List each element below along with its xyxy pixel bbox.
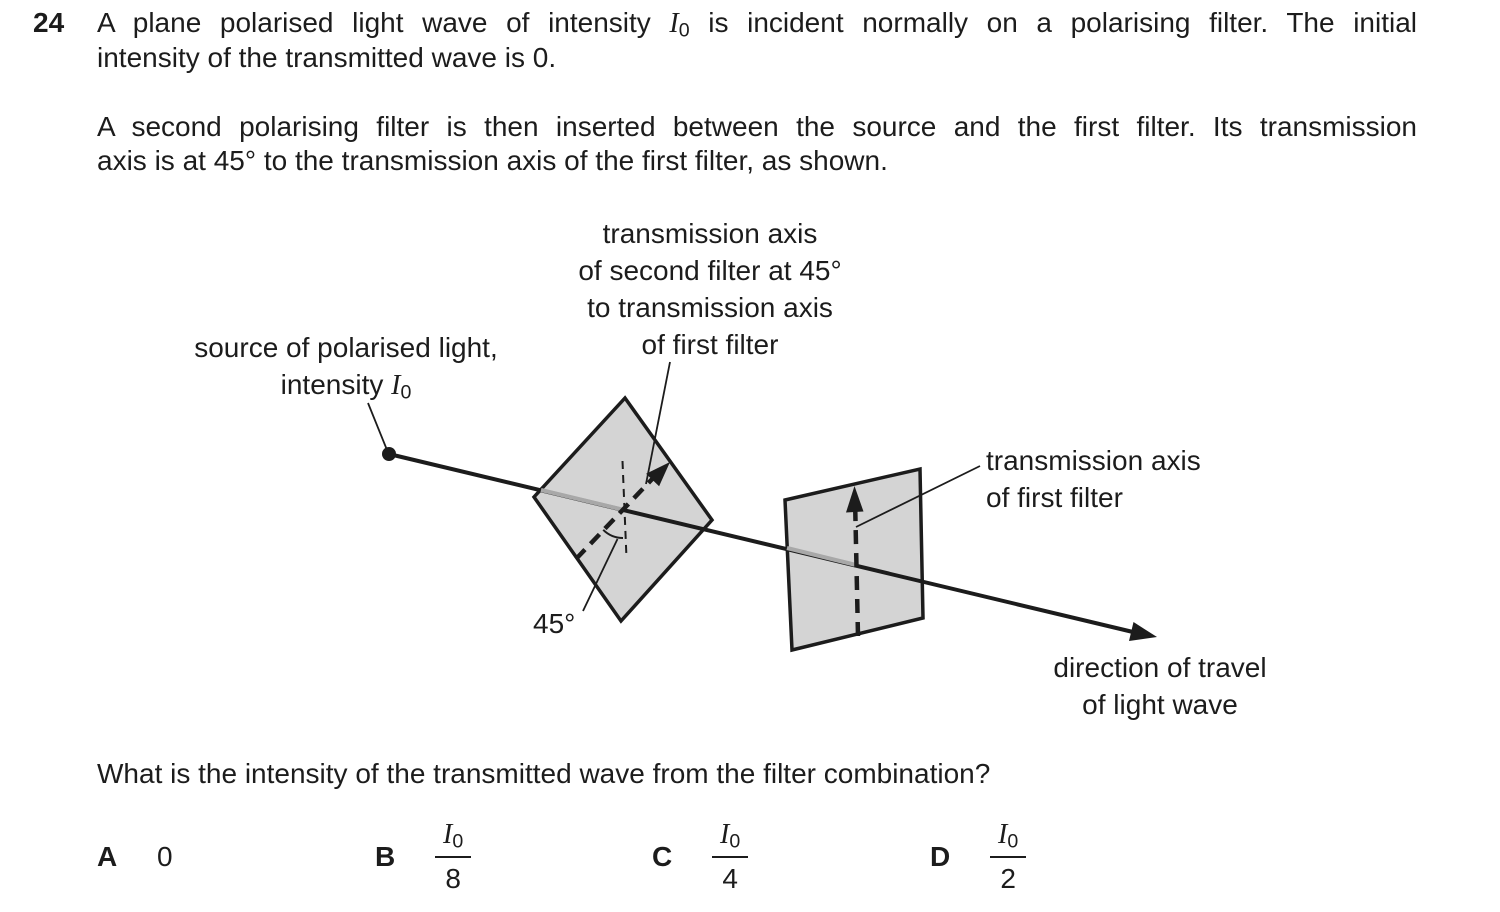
question-prompt: What is the intensity of the transmitted wave from the filter combination?	[97, 758, 991, 789]
paragraph-1-line-1	[97, 6, 1417, 41]
question-number: 24	[33, 7, 65, 38]
option-a	[97, 812, 173, 901]
math-intensity-symbol: I	[443, 819, 453, 850]
text-segment: is incident normally on a polarising filter. The initial	[689, 7, 1417, 38]
label-line: to transmission axis	[587, 292, 833, 323]
fraction-numerator	[990, 820, 1026, 858]
fraction-numerator	[712, 820, 748, 858]
label-line: of second filter at 45°	[578, 255, 842, 286]
fraction-denominator: 8	[445, 863, 461, 894]
light-ray-arrowhead	[1129, 622, 1157, 641]
label-line: transmission axis	[986, 445, 1201, 476]
math-subscript: 0	[452, 830, 464, 853]
question-paragraph-1	[97, 6, 1417, 75]
math-subscript: 0	[1007, 830, 1019, 853]
label-line: of first filter	[986, 482, 1123, 513]
fraction-numerator	[435, 820, 471, 858]
option-letter: A	[97, 840, 118, 872]
paragraph-1-line-2: intensity of the transmitted wave is 0.	[97, 42, 557, 73]
option-fraction	[712, 820, 748, 893]
label-line: of first filter	[641, 329, 779, 360]
math-subscript: 0	[400, 381, 412, 404]
second-filter-axis-label	[510, 215, 910, 363]
math-intensity-symbol: I	[669, 8, 679, 39]
option-d	[930, 812, 1026, 901]
math-intensity-symbol: I	[391, 370, 401, 401]
text-segment: intensity	[280, 369, 392, 400]
direction-of-travel-label	[1010, 649, 1310, 723]
math-intensity-symbol: I	[720, 819, 730, 850]
label-line: transmission axis	[602, 218, 818, 249]
paragraph-2-line-2: axis is at 45° to the transmission axis of the first filter, as shown.	[97, 145, 888, 176]
option-letter: C	[652, 840, 673, 872]
option-fraction	[990, 820, 1026, 893]
math-subscript: 0	[729, 830, 741, 853]
source-label-leader-line	[368, 403, 387, 450]
question-paragraph-2	[97, 110, 1417, 178]
paragraph-2-line-1: A second polarising filter is then inserted between the source and the first filter. Its transmission	[97, 111, 1417, 142]
angle-45-label: 45°	[533, 608, 576, 639]
label-line: of light wave	[1082, 689, 1238, 720]
option-value: 0	[157, 840, 173, 872]
option-c	[652, 812, 748, 901]
math-intensity-symbol: I	[998, 819, 1008, 850]
text-segment: A plane polarised light wave of intensity	[97, 7, 670, 38]
label-line: source of polarised light,	[194, 332, 498, 363]
fraction-denominator: 2	[1000, 863, 1016, 894]
label-line	[146, 366, 546, 404]
option-fraction	[435, 820, 471, 893]
light-source-dot	[382, 447, 396, 461]
option-letter: B	[375, 840, 396, 872]
option-b	[375, 812, 471, 901]
option-letter: D	[930, 840, 951, 872]
source-label	[146, 329, 546, 404]
fraction-denominator: 4	[722, 863, 738, 894]
math-subscript: 0	[678, 19, 690, 42]
first-filter-axis-label	[986, 442, 1201, 516]
label-line: direction of travel	[1053, 652, 1267, 683]
